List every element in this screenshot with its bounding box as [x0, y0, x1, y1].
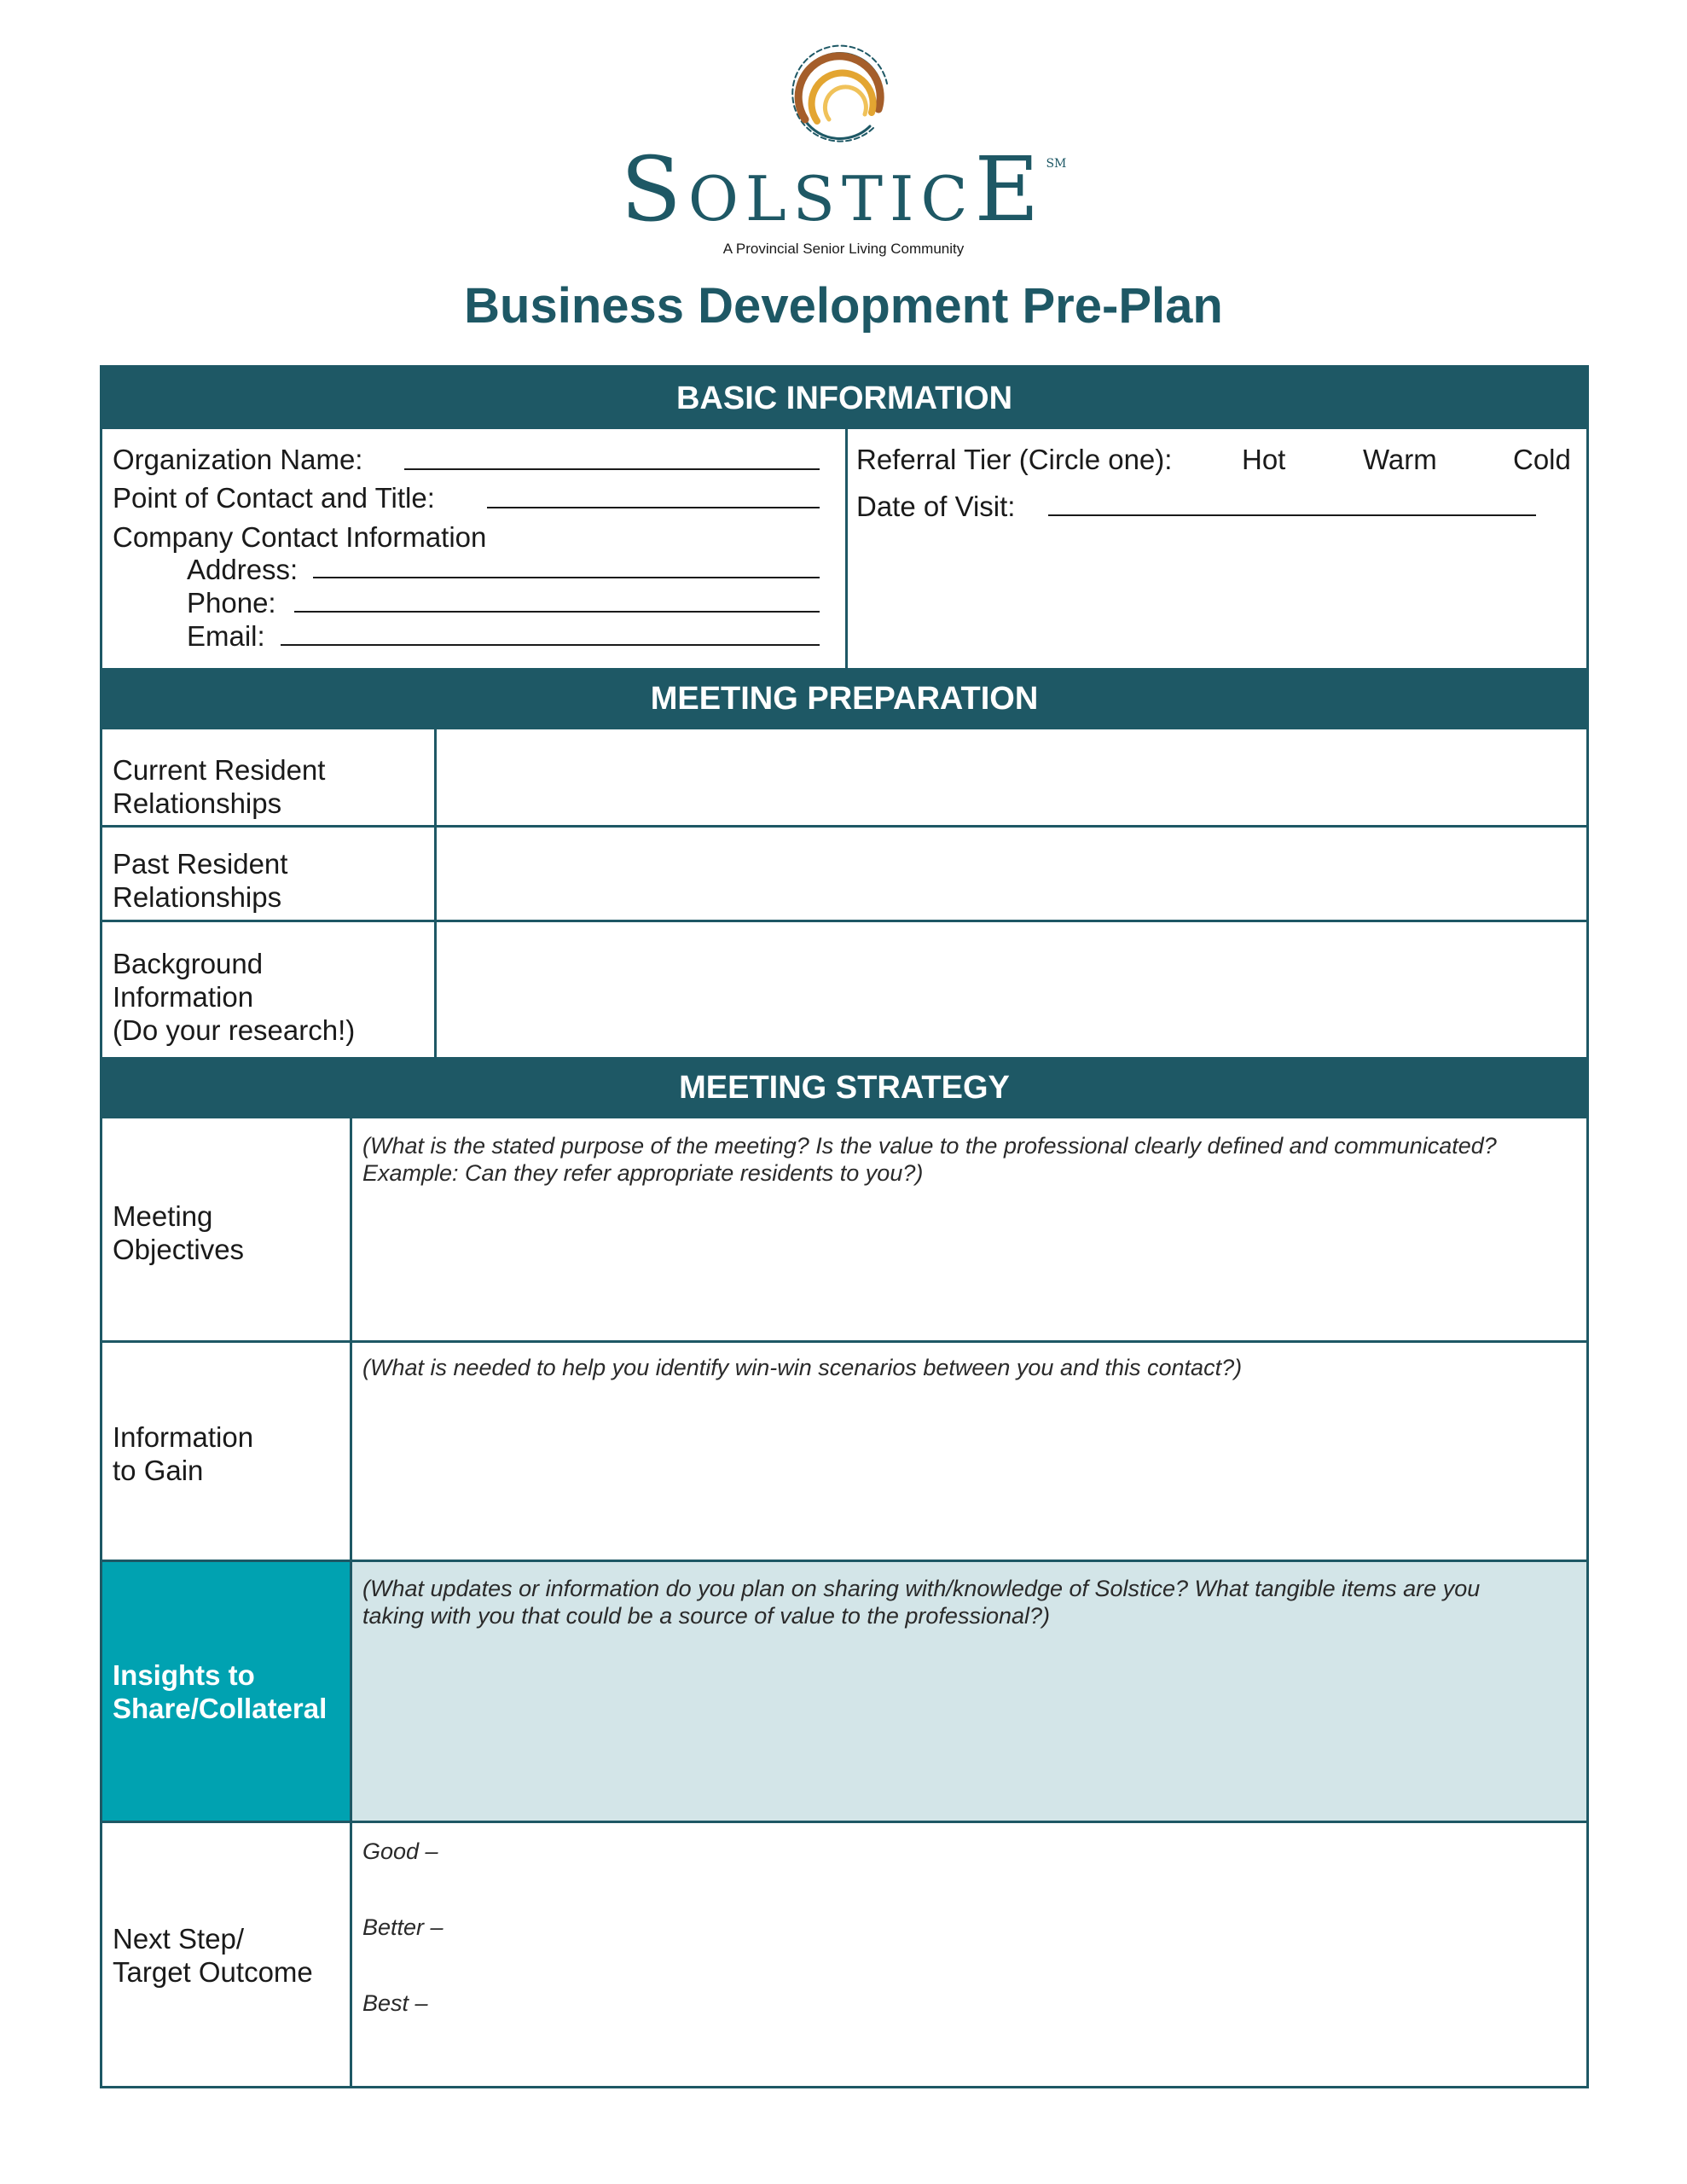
- information-to-gain-field[interactable]: [352, 1391, 1586, 1560]
- address-line[interactable]: [313, 577, 820, 578]
- next-step-label: Next Step/ Target Outcome: [113, 1923, 313, 1988]
- tier-option-hot[interactable]: Hot: [1242, 444, 1286, 475]
- organization-name-label: Organization Name:: [113, 444, 363, 475]
- information-to-gain-hint: (What is needed to help you identify win-win scenarios between you and this contact?): [362, 1355, 1243, 1380]
- information-to-gain-label: Information to Gain: [113, 1421, 254, 1486]
- strategy-row-divider: [102, 1340, 1586, 1343]
- page-title: Business Development Pre-Plan: [464, 278, 1223, 334]
- tagline: A Provincial Senior Living Community: [722, 241, 965, 257]
- insights-hint: (What updates or information do you plan on sharing with/knowledge of Solstice? What tangible items are you taking with you that could be a source of value to the professional?): [362, 1576, 1481, 1629]
- address-label: Address:: [187, 554, 299, 585]
- meeting-objectives-field[interactable]: [352, 1195, 1586, 1340]
- current-resident-field[interactable]: [437, 732, 1586, 825]
- company-contact-info-label: Company Contact Information: [113, 521, 487, 553]
- insights-field[interactable]: [352, 1639, 1586, 1821]
- meeting-preparation-heading: MEETING PREPARATION: [102, 668, 1586, 729]
- referral-tier-label: Referral Tier (Circle one):: [856, 444, 1173, 475]
- background-info-field[interactable]: [437, 922, 1586, 1057]
- tier-option-warm[interactable]: Warm: [1363, 444, 1437, 475]
- past-resident-label: Past Resident Relationships: [113, 848, 288, 913]
- basic-info-divider: [845, 429, 848, 668]
- basic-information-heading: BASIC INFORMATION: [102, 368, 1586, 429]
- brand-first-letter: S: [620, 137, 688, 241]
- outcome-good[interactable]: Good –: [362, 1838, 438, 1864]
- brand-middle-letters: OLSTIC: [687, 163, 975, 235]
- point-of-contact-line[interactable]: [487, 507, 820, 508]
- strategy-row-divider: [102, 1821, 1586, 1823]
- service-mark: SM: [1046, 157, 1067, 171]
- date-of-visit-label: Date of Visit:: [856, 491, 1016, 522]
- background-info-label: Background Information (Do your research!): [113, 948, 356, 1046]
- outcome-better[interactable]: Better –: [362, 1914, 443, 1940]
- brand-last-letter: E: [974, 137, 1046, 241]
- pre-plan-form: [100, 365, 1589, 2088]
- brand-wordmark: [0, 137, 1687, 241]
- insights-label: Insights to Share/Collateral: [113, 1659, 328, 1724]
- organization-name-line[interactable]: [404, 468, 820, 470]
- meeting-objectives-label: Meeting Objectives: [113, 1200, 245, 1265]
- date-of-visit-line[interactable]: [1048, 514, 1536, 516]
- tier-option-cold[interactable]: Cold: [1513, 444, 1571, 475]
- email-line[interactable]: [281, 644, 820, 646]
- meeting-strategy-heading: MEETING STRATEGY: [102, 1057, 1586, 1118]
- outcome-best[interactable]: Best –: [362, 1990, 428, 2016]
- past-resident-field[interactable]: [437, 828, 1586, 920]
- phone-line[interactable]: [294, 611, 820, 613]
- current-resident-label: Current Resident Relationships: [113, 754, 326, 819]
- email-label: Email:: [187, 620, 265, 652]
- meeting-objectives-hint: (What is the stated purpose of the meeting? Is the value to the professional clearly defined and communicated? Example: Can they refer appropriate residents to you?): [362, 1133, 1497, 1186]
- phone-label: Phone:: [187, 587, 276, 619]
- point-of-contact-label: Point of Contact and Title:: [113, 482, 435, 514]
- strategy-row-divider: [102, 1560, 1586, 1562]
